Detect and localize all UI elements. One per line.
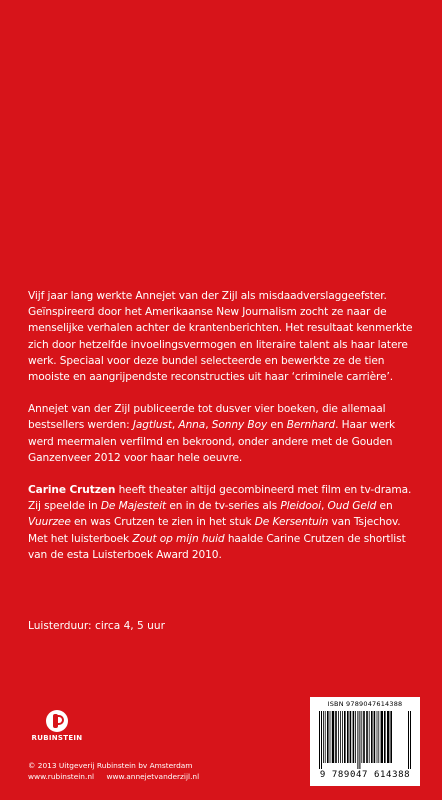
text-segment: , (171, 419, 179, 432)
barcode-bars (318, 711, 412, 769)
author-website: www.annejetvanderzijl.nl (106, 772, 200, 781)
barcode-bar (344, 711, 346, 763)
barcode-bar (338, 711, 339, 763)
barcode-bar (323, 711, 324, 763)
footer-links (28, 771, 209, 782)
barcode-bar (359, 711, 360, 769)
barcode-bar (355, 711, 356, 763)
text-segment: , (205, 419, 212, 432)
barcode-bar (374, 711, 376, 763)
barcode-bar (377, 711, 378, 763)
barcode-bar (327, 711, 329, 763)
barcode-bar (381, 711, 383, 763)
barcode-bar (357, 711, 358, 769)
barcode-number: 9 789047 614388 (319, 770, 411, 780)
barcode-bar (325, 711, 326, 763)
text-segment: van Tsjechov. Met het luisterboek (28, 516, 401, 545)
book-title: Jagtlust (132, 419, 172, 432)
footer (28, 760, 209, 782)
barcode-bar (366, 711, 368, 763)
publisher-website: www.rubinstein.nl (28, 772, 95, 781)
barcode-bar (342, 711, 343, 763)
isbn-label: ISBN 9789047614388 (327, 700, 403, 708)
book-title: Bernhard (286, 419, 336, 432)
text-segment: haalde Carine Crutzen de shortlist van de esta Luisterboek Award 2010. (28, 532, 406, 561)
barcode-bar (384, 711, 386, 763)
barcode-bar (321, 711, 322, 769)
text-segment: en (267, 419, 287, 432)
narrator-name: Carine Crutzen (28, 484, 116, 497)
barcode-bar (408, 711, 409, 769)
book-title: Sonny Boy (211, 419, 268, 432)
listening-duration: Luisterduur: circa 4, 5 uur (28, 620, 165, 632)
text-segment: , (320, 500, 328, 513)
text-segment: en was Crutzen te zien in het stuk (70, 516, 255, 529)
work-title: Oud Geld (327, 500, 377, 513)
barcode-bar (378, 711, 379, 763)
publisher-name: RUBINSTEIN (31, 734, 83, 742)
blurb-paragraph-1: Vijf jaar lang werkte Annejet van der Zijl als misdaadverslaggeefster. Geïnspireerd door het Amerikaanse New Journalism zocht ze naar de menselijke verhalen achter de krantenberichten. Het resultaat kenmerkte zich door hetzelfde invoelingsvermogen en literaire talent als haar latere werk. Speciaal voor deze bundel selecteerde en bewerkte ze de tien mooiste en aangrijpendste reconstructies uit haar ‘criminele carrière’. (28, 290, 413, 384)
blurb-paragraph-3 (28, 482, 420, 563)
barcode-bar (347, 711, 349, 763)
text-segment: heeft theater altijd gecombineerd met film en tv-drama. Zij speelde in (28, 484, 412, 513)
work-title: Vuurzee (28, 516, 71, 529)
barcode-bar (332, 711, 334, 763)
barcode-bar (330, 711, 331, 763)
blurb-paragraph-2 (28, 401, 420, 466)
text-segment: en (376, 500, 393, 513)
barcode-bar (319, 711, 320, 769)
barcode-bar (361, 711, 362, 763)
work-title: De Majesteit (100, 500, 167, 513)
work-title: De Kersentuin (254, 516, 329, 529)
work-title: Zout op mijn huid (132, 532, 225, 545)
work-title: Pleidooi (280, 500, 321, 513)
text-segment: . Haar werk werd meermalen verfilmd en bekroond, onder andere met de Gouden Ganzenveer 2012 voor haar hele oeuvre. (28, 419, 396, 464)
barcode-bar (390, 711, 392, 763)
barcode-bar (340, 711, 341, 763)
back-cover-blurb (28, 288, 420, 579)
rubinstein-r-logo-icon (46, 710, 68, 732)
text-segment: en in de tv-series als (166, 500, 281, 513)
barcode-bar (350, 711, 352, 763)
publisher-logo (27, 710, 87, 742)
barcode-bar (335, 711, 337, 763)
barcode-bar (410, 711, 411, 769)
barcode-bar (353, 711, 355, 763)
barcode-bar (371, 711, 373, 763)
book-title: Anna (178, 419, 206, 432)
barcode-bar (363, 711, 365, 763)
text-segment: Annejet van der Zijl publiceerde tot dusver vier boeken, die allemaal bestsellers werden: (28, 403, 386, 432)
barcode-bar (387, 711, 389, 763)
barcode-box (310, 697, 420, 786)
copyright-line: © 2013 Uitgeverij Rubinstein bv Amsterdam (28, 761, 193, 770)
barcode-bar (369, 711, 370, 763)
